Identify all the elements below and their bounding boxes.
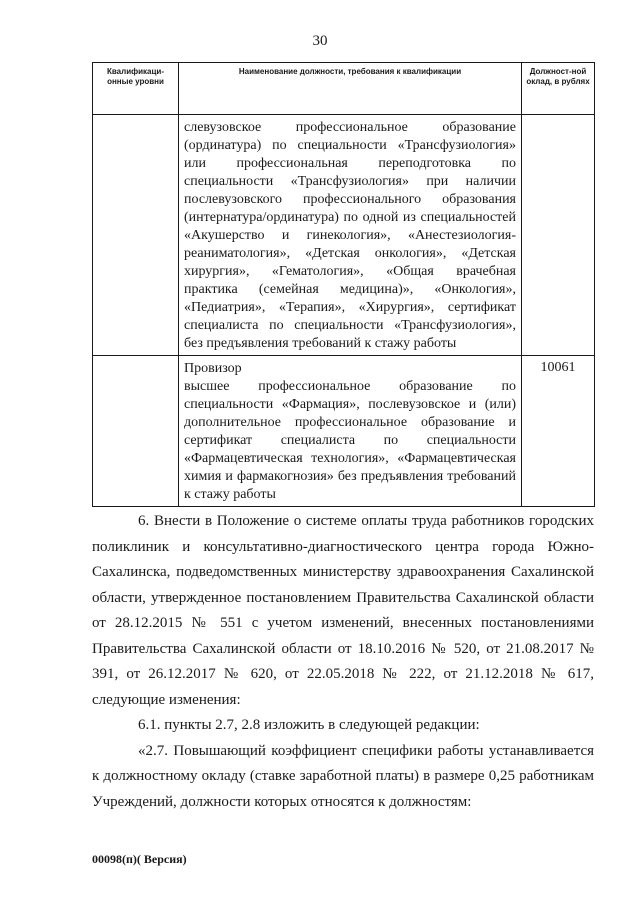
cell-salary: 10061 bbox=[522, 356, 595, 507]
table-row bbox=[93, 115, 595, 356]
position-title: Провизор bbox=[184, 361, 242, 376]
cell-level bbox=[93, 356, 179, 507]
header-salary: Должност-ной оклад, в рублях bbox=[522, 63, 595, 115]
paragraph-item-6-1: 6.1. пункты 2.7, 2.8 изложить в следующей редакции: bbox=[138, 717, 480, 733]
body-text bbox=[92, 509, 594, 815]
cell-requirements bbox=[179, 115, 522, 356]
paragraph-item-2-7: «2.7. Повышающий коэффициент специфики работы устанавливается к должностному окладу (ставке заработной платы) в размере 0,25 работникам Учреждений, должности которых относятся к должностям: bbox=[92, 742, 594, 810]
document-code: 00098(п)( Версия) bbox=[92, 852, 187, 866]
cell-salary bbox=[522, 115, 595, 356]
requirements-text: слевузовское профессиональное образование (ординатура) по специальности «Трансфузиология» или профессиональная переподготовка по специальности «Трансфузиология» при наличии послевузовского профессионального образования (интернатура/ординатура) по одной из специальностей «Акушерство и гинекология», «Анестезиология-реаниматология», «Детская онкология», «Детская хирургия», «Гематология», «Общая врачебная практика (семейная медицина)», «Онкология», «Педиатрия», «Терапия», «Хирургия», сертификат специалиста по специальности «Трансфузиология», без предъявления требований к стажу работы bbox=[184, 120, 516, 351]
table-row bbox=[93, 356, 595, 507]
table-header-row bbox=[93, 63, 595, 115]
header-position-requirements: Наименование должности, требования к квалификации bbox=[179, 63, 522, 115]
paragraph-item-6: 6. Внести в Положение о системе оплаты труда работников городских поликлиник и консультативно-диагностического центра города Южно-Сахалинска, подведомственных министерству здравоохранения Сахалинской области, утвержденное постановлением Правительства Сахалинской области от 28.12.2015 № 551 с учетом изменений, внесенных постановлениями Правительства Сахалинской области от 18.10.2016 № 520, от 21.08.2017 № 391, от 26.12.2017 № 620, от 22.05.2018 № 222, от 21.12.2018 № 617, следующие изменения: bbox=[92, 513, 594, 708]
header-qualification-levels: Квалификаци-онные уровни bbox=[93, 63, 179, 115]
cell-level bbox=[93, 115, 179, 356]
qualification-table bbox=[92, 62, 595, 507]
page-number: 30 bbox=[312, 33, 328, 49]
requirements-text: высшее профессиональное образование по специальности «Фармация», послевузовское и (или) дополнительное профессиональное образование и сертификат специалиста по специальности «Фармацевтическая технология», «Фармацевтическая химия и фармакогнозия» без предъявления требований к стажу работы bbox=[184, 379, 516, 502]
cell-requirements bbox=[179, 356, 522, 507]
